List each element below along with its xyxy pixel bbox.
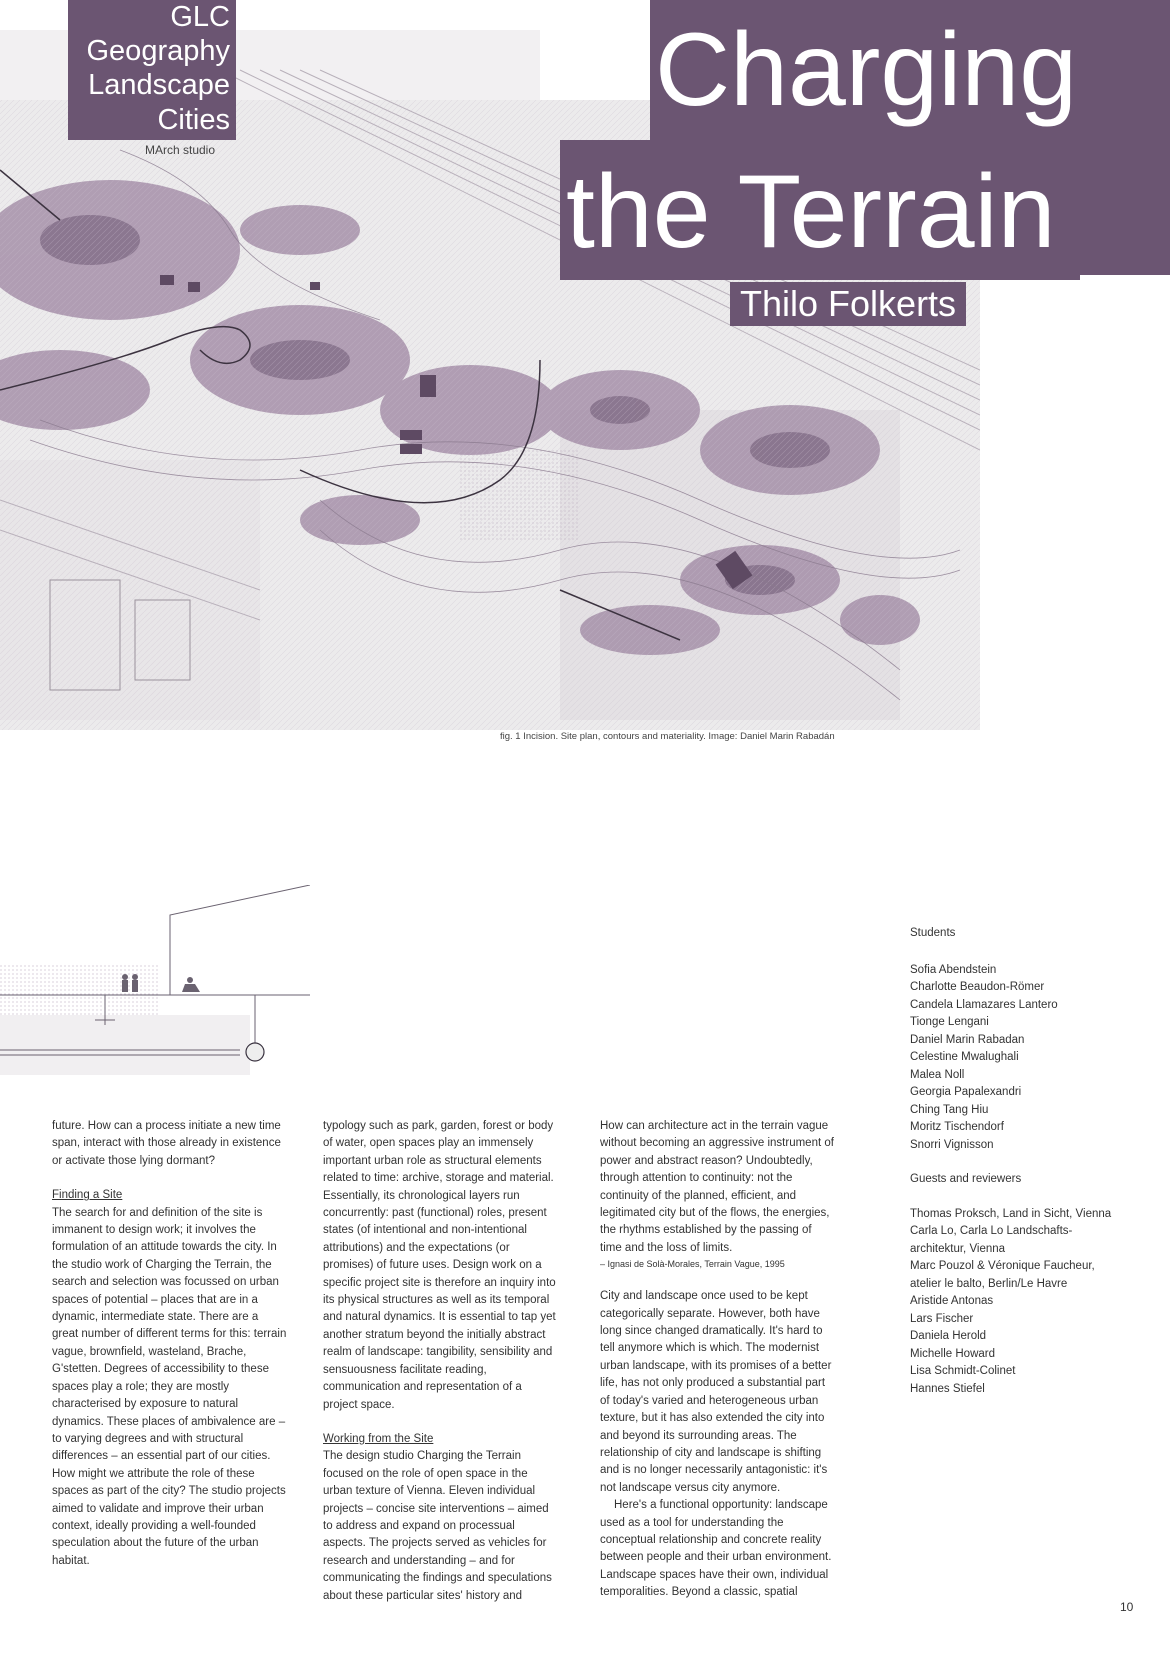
guest-name: Michelle Howard bbox=[910, 1347, 996, 1360]
student-name: Tionge Lengani bbox=[910, 1016, 989, 1028]
section-drawing bbox=[0, 885, 310, 1075]
glc-subtitle: MArch studio bbox=[145, 143, 216, 157]
glc-panel bbox=[68, 0, 236, 140]
body-paragraph: City and landscape once used to be kept categorically separate. However, both have long since changed dramatically. It's hard to tell anymore which is which. The modernist urban landscape, with its promises of a better life, has not only produced a substantial part of today's varied and heterogeneous urban texture, but it has also extended the city into and beyond its surrounding areas. The relationship of city and landscape is shifting and is no longer necessarily antagonistic: it's not landscape versus city anymore. bbox=[600, 1290, 832, 1494]
body-paragraph: typology such as park, garden, forest or body of water, open spaces play an immensely important urban role as structural elements related to time: archive, storage and material. Essentially, its chronological layers run concurrently: past (functional) roles, present states (of intentional and non-intentional attributions) and the expectations (or promises) of future uses. Design work on a specific project site is therefore an inquiry into its physical structures as well as its temporal and natural dynamics. It is essential to tap yet another stratum beyond the initially abstract realm of landscape: tangibility, sensibility and sensuousness facilitate reading, communication and representation of a project space. bbox=[323, 1120, 556, 1411]
body-paragraph: future. How can a process initiate a new time span, interact with those already in existence or activate those lying dormant? bbox=[52, 1120, 281, 1167]
guest-name: Carla Lo, Carla Lo Landschafts- bbox=[910, 1225, 1073, 1237]
student-name: Sofia Abendstein bbox=[910, 963, 997, 976]
student-name: Ching Tang Hiu bbox=[910, 1103, 989, 1116]
students-heading: Students bbox=[910, 927, 956, 939]
glc-line: GLC bbox=[170, 1, 230, 33]
student-name: Daniel Marin Rabadan bbox=[910, 1033, 1025, 1046]
guest-name: Daniela Herold bbox=[910, 1330, 987, 1342]
student-name: Candela Llamazares Lantero bbox=[910, 998, 1058, 1011]
guest-name: atelier le balto, Berlin/Le Havre bbox=[910, 1277, 1068, 1290]
epigraph-source: – Ignasi de Solà-Morales, Terrain Vague, 1995 bbox=[600, 1259, 785, 1270]
guest-name: architektur, Vienna bbox=[910, 1242, 1006, 1255]
title-line-1: Charging bbox=[655, 12, 1078, 128]
student-name: Snorri Vignisson bbox=[910, 1138, 994, 1151]
students-list bbox=[910, 925, 1140, 1398]
epigraph-quote: How can architecture act in the terrain vague without becoming an aggressive instrument of power and abstract reason? Undoubtedly, through attention to continuity: not the continuity of the planned, efficient, and legitimated city but of the flows, the energies, the rhythms established by the passing of time and the loss of limits. bbox=[600, 1120, 834, 1254]
body-column-3 bbox=[52, 1118, 287, 1570]
glc-line: Cities bbox=[157, 103, 230, 136]
glc-line: Landscape bbox=[88, 69, 230, 102]
guest-name: Lars Fischer bbox=[910, 1312, 974, 1325]
glc-lines bbox=[87, 0, 231, 137]
body-paragraph: The search for and definition of the site is immanent to design work; it involves the formulation of an attitude towards the city. In the studio work of Charging the Terrain, the search and selection was focussed on urban spaces of potential – places that are in a dynamic, intermediate state. There are a great number of different terms for this: terrain vague, brownfield, wasteland, Brache, G'stetten. Degrees of accessibility to these spaces play a role; they are mostly characterised by exposure to natural dynamics. These places of ambivalence are – to varying degrees and with structural differences – an essential part of our cities. How might we attribute the role of these spaces as part of the city? The studio projects aimed to validate and improve their urban context, ideally providing a well-founded speculation about the future of the urban habitat. bbox=[52, 1206, 287, 1567]
body-paragraph: The design studio Charging the Terrain focused on the role of open space in the urban texture of Vienna. Eleven individual projects – concise site interventions – aimed to address and expand on processual aspects. The projects served as vehicles for research and understanding – and for communicating the findings and speculations about these particular sites' history and bbox=[323, 1450, 552, 1602]
student-name: Georgia Papalexandri bbox=[910, 1086, 1022, 1098]
section-heading: Working from the Site bbox=[323, 1432, 434, 1445]
author-panel bbox=[730, 282, 966, 326]
title-line-2: the Terrain bbox=[566, 154, 1056, 270]
section-heading: Finding a Site bbox=[52, 1189, 123, 1202]
student-name: Moritz Tischendorf bbox=[910, 1121, 1004, 1133]
body-column-2 bbox=[323, 1118, 558, 1605]
body-paragraph: Here's a functional opportunity: landscape used as a tool for understanding the conceptual relationship and concrete reality between people and their urban environment. Landscape spaces have their own, individual temporalities. Beyond a classic, spatial bbox=[600, 1499, 832, 1599]
guest-name: Marc Pouzol & Véronique Faucheur, bbox=[910, 1260, 1095, 1272]
guests-heading: Guests and reviewers bbox=[910, 1173, 1022, 1185]
student-name: Charlotte Beaudon-Römer bbox=[910, 981, 1045, 993]
page-number: 10 bbox=[1120, 1600, 1134, 1614]
guest-name: Hannes Stiefel bbox=[910, 1382, 985, 1395]
guest-name: Thomas Proksch, Land in Sicht, Vienna bbox=[910, 1207, 1112, 1220]
glc-line: Geography bbox=[86, 35, 230, 68]
author-name: Thilo Folkerts bbox=[740, 283, 957, 324]
student-name: Malea Noll bbox=[910, 1068, 965, 1081]
figure-caption: fig. 1 Incision. Site plan, contours and materiality. Image: Daniel Marin Rabadán bbox=[500, 731, 835, 742]
guest-name: Lisa Schmidt-Colinet bbox=[910, 1365, 1016, 1377]
student-name: Celestine Mwalughali bbox=[910, 1051, 1019, 1063]
guest-name: Aristide Antonas bbox=[910, 1295, 994, 1307]
body-column-1 bbox=[600, 1118, 835, 1602]
section-drawing-svg bbox=[0, 885, 310, 1075]
